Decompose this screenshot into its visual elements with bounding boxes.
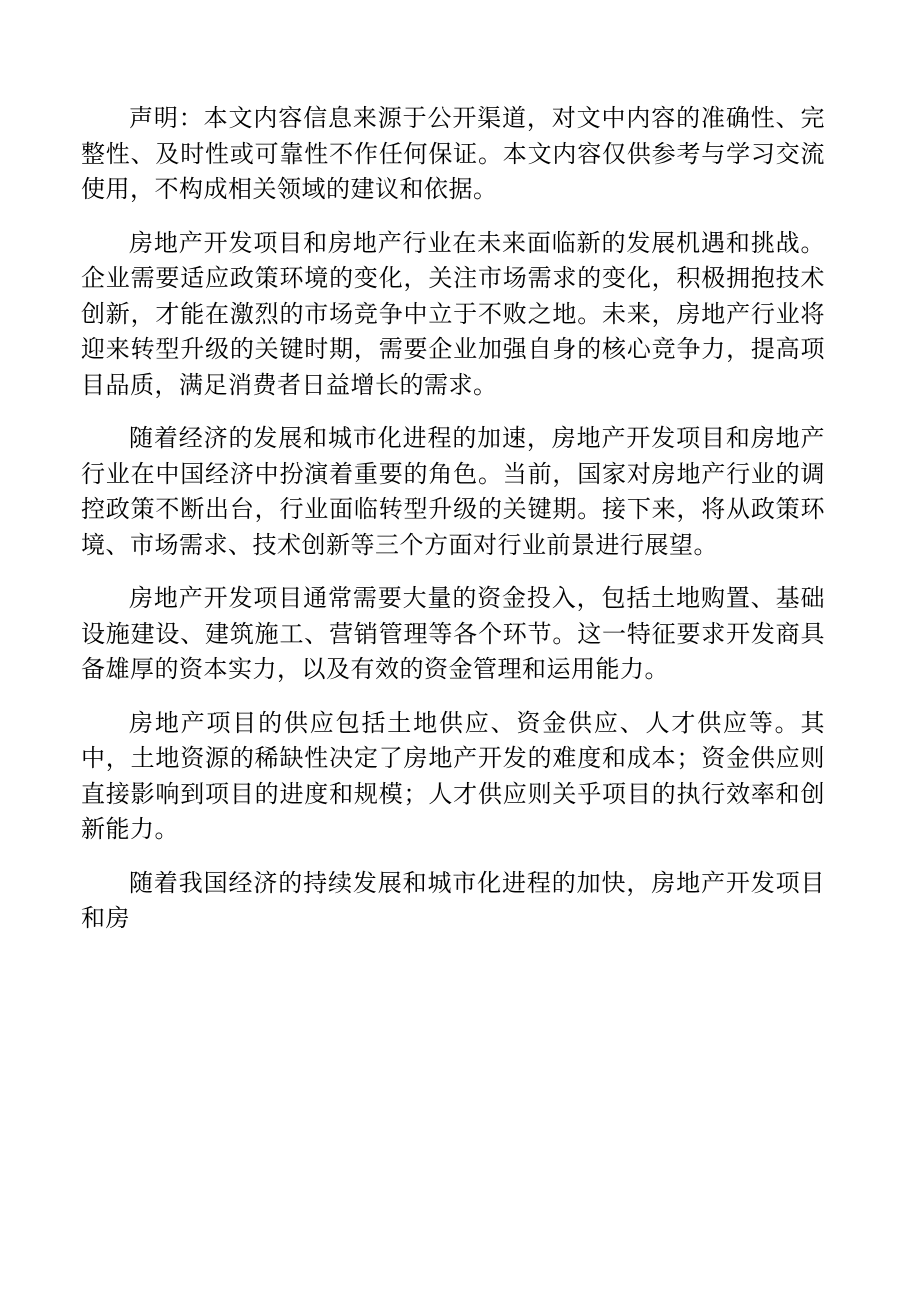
body-paragraph: 房地产项目的供应包括土地供应、资金供应、人才供应等。其中，土地资源的稀缺性决定了房地产开发的难度和成本；资金供应则直接影响到项目的进度和规模；人才供应则关乎项目的执行效率和创新能力。	[81, 708, 825, 843]
body-paragraph: 随着经济的发展和城市化进程的加速，房地产开发项目和房地产行业在中国经济中扮演着重要的角色。当前，国家对房地产行业的调控政策不断出台，行业面临转型升级的关键期。接下来，将从政策环境、市场需求、技术创新等三个方面对行业前景进行展望。	[81, 424, 825, 559]
document-body	[81, 101, 825, 955]
disclaimer-paragraph: 声明：本文内容信息来源于公开渠道，对文中内容的准确性、完整性、及时性或可靠性不作任何保证。本文内容仅供参考与学习交流使用，不构成相关领域的建议和依据。	[81, 104, 825, 203]
body-paragraph: 房地产开发项目和房地产行业在未来面临新的发展机遇和挑战。企业需要适应政策环境的变化，关注市场需求的变化，积极拥抱技术创新，才能在激烈的市场竞争中立于不败之地。未来，房地产行业将迎来转型升级的关键时期，需要企业加强自身的核心竞争力，提高项目品质，满足消费者日益增长的需求。	[81, 228, 825, 399]
body-paragraph: 房地产开发项目通常需要大量的资金投入，包括土地购置、基础设施建设、建筑施工、营销管理等各个环节。这一特征要求开发商具备雄厚的资本实力，以及有效的资金管理和运用能力。	[81, 584, 825, 683]
body-paragraph: 随着我国经济的持续发展和城市化进程的加快，房地产开发项目和房	[81, 868, 825, 932]
